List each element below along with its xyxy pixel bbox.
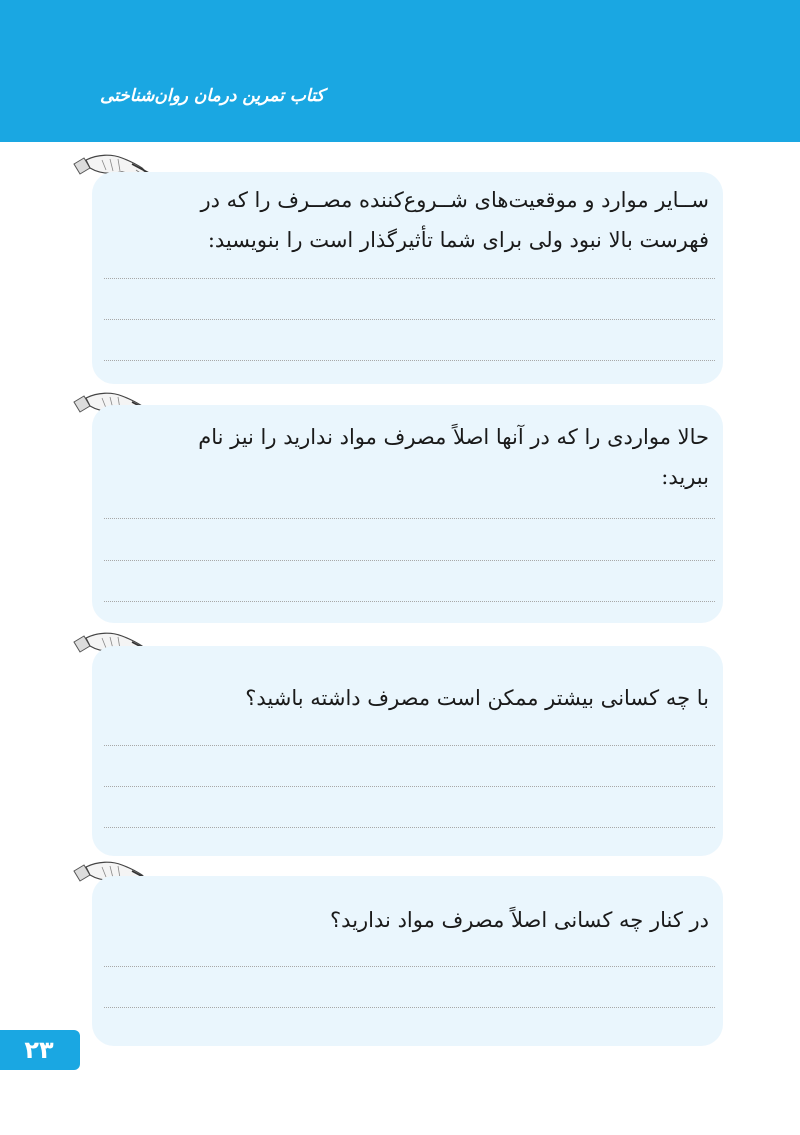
exercise-prompt-3: با چه کسانی بیشتر ممکن است مصرف داشته باشید؟ xyxy=(245,686,709,710)
exercise-prompt-1a: ســایر موارد و موقعیت‌های شــروع‌کننده مصــرف را که در xyxy=(200,188,709,212)
answer-line[interactable] xyxy=(104,827,715,828)
exercise-prompt-2b: ببرید: xyxy=(661,465,709,489)
exercise-box-1 xyxy=(92,172,723,384)
answer-line[interactable] xyxy=(104,319,715,320)
answer-line[interactable] xyxy=(104,601,715,602)
answer-line[interactable] xyxy=(104,966,715,967)
answer-line[interactable] xyxy=(104,786,715,787)
answer-line[interactable] xyxy=(104,518,715,519)
answer-line[interactable] xyxy=(104,278,715,279)
exercise-prompt-4: در کنار چه کسانی اصلاً مصرف مواد ندارید؟ xyxy=(330,908,709,932)
exercise-prompt-1b: فهرست بالا نبود ولی برای شما تأثیرگذار است را بنویسید: xyxy=(207,228,709,252)
exercise-box-3 xyxy=(92,646,723,856)
answer-line[interactable] xyxy=(104,1007,715,1008)
page-number-tab xyxy=(0,1030,80,1070)
answer-line[interactable] xyxy=(104,360,715,361)
answer-line[interactable] xyxy=(104,560,715,561)
answer-line[interactable] xyxy=(104,745,715,746)
page-number: ۲۳ xyxy=(24,1036,54,1064)
exercise-prompt-2a: حالا مواردی را که در آنها اصلاً مصرف مواد ندارید را نیز نام xyxy=(198,425,709,449)
header-band xyxy=(0,0,800,142)
book-title: کتاب تمرین درمان روان‌شناختی xyxy=(100,86,325,106)
exercise-box-2 xyxy=(92,405,723,623)
exercise-box-4 xyxy=(92,876,723,1046)
